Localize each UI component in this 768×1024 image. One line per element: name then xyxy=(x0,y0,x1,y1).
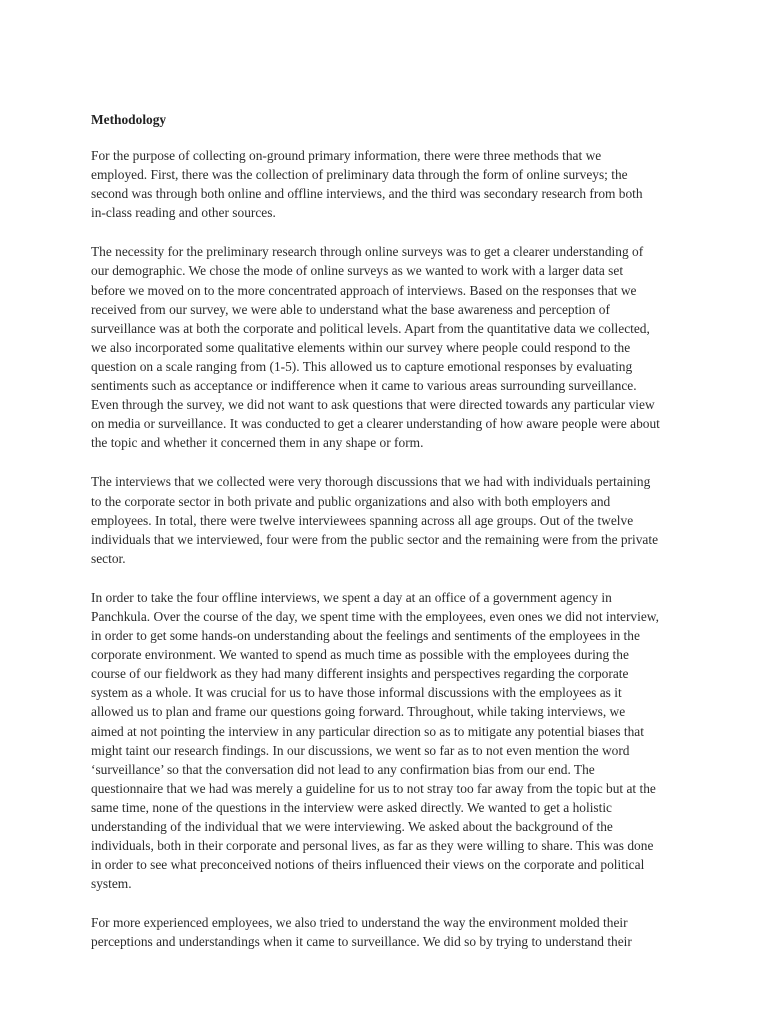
paragraph-methods-overview: For the purpose of collecting on-ground primary information, there were three methods that we employed. First, there was the collection of preliminary data through the form of online surveys; the second was through both online and offline interviews, and the third was secondary research from both in-class reading and other sources. xyxy=(91,148,643,221)
paragraph-interviews: The interviews that we collected were very thorough discussions that we had with individuals pertaining to the corporate sector in both private and public organizations and also with both employers and employees. In total, there were twelve interviewees spanning across all age groups. Out of the twelve individuals that we interviewed, four were from the public sector and the remaining were from the private sector. xyxy=(91,474,659,566)
paragraph-online-surveys: The necessity for the preliminary research through online surveys was to get a clearer understanding of our demographic. We chose the mode of online surveys as we wanted to work with a larger data set before we moved on to the more concentrated approach of interviews. Based on the responses that we received from our survey, we were able to understand what the base awareness and perception of surveillance was at both the corporate and political levels. Apart from the quantitative data we collected, we also incorporated some qualitative elements within our survey where people could respond to the question on a scale ranging from (1-5). This allowed us to capture emotional responses by evaluating sentiments such as acceptance or indifference when it came to various areas surrounding surveillance. Even through the survey, we did not want to ask questions that were directed towards any particular view on media or surveillance. It was conducted to get a clearer understanding of how aware people were about the topic and whether it concerned them in any shape or form. xyxy=(91,244,660,451)
section-heading: Methodology xyxy=(91,112,167,127)
paragraph-experienced-employees: For more experienced employees, we also tried to understand the way the environment molded their perceptions and understandings when it came to surveillance. We did so by trying to understand their xyxy=(91,915,632,950)
paragraph-offline-interviews: In order to take the four offline interviews, we spent a day at an office of a government agency in Panchkula. Over the course of the day, we spent time with the employees, even ones we did not interview, in order to get some hands-on understanding about the feelings and sentiments of the employees in the corporate environment. We wanted to spend as much time as possible with the employees during the course of our fieldwork as they had many different insights and perspectives regarding the corporate system as a whole. It was crucial for us to have those informal discussions with the employees as it allowed us to plan and frame our questions going forward. Throughout, while taking interviews, we aimed at not pointing the interview in any particular direction so as to mitigate any potential biases that might taint our research findings. In our discussions, we went so far as to not even mention the word ‘surveillance’ so that the conversation did not lead to any confirmation bias from our end. The questionnaire that we had was merely a guideline for us to not stray too far away from the topic but at the same time, none of the questions in the interview were asked directly. We wanted to get a holistic understanding of the individual that we were interviewing. We asked about the background of the individuals, both in their corporate and personal lives, as far as they were willing to share. This was done in order to see what preconceived notions of theirs influenced their views on the corporate and political system. xyxy=(91,589,659,892)
